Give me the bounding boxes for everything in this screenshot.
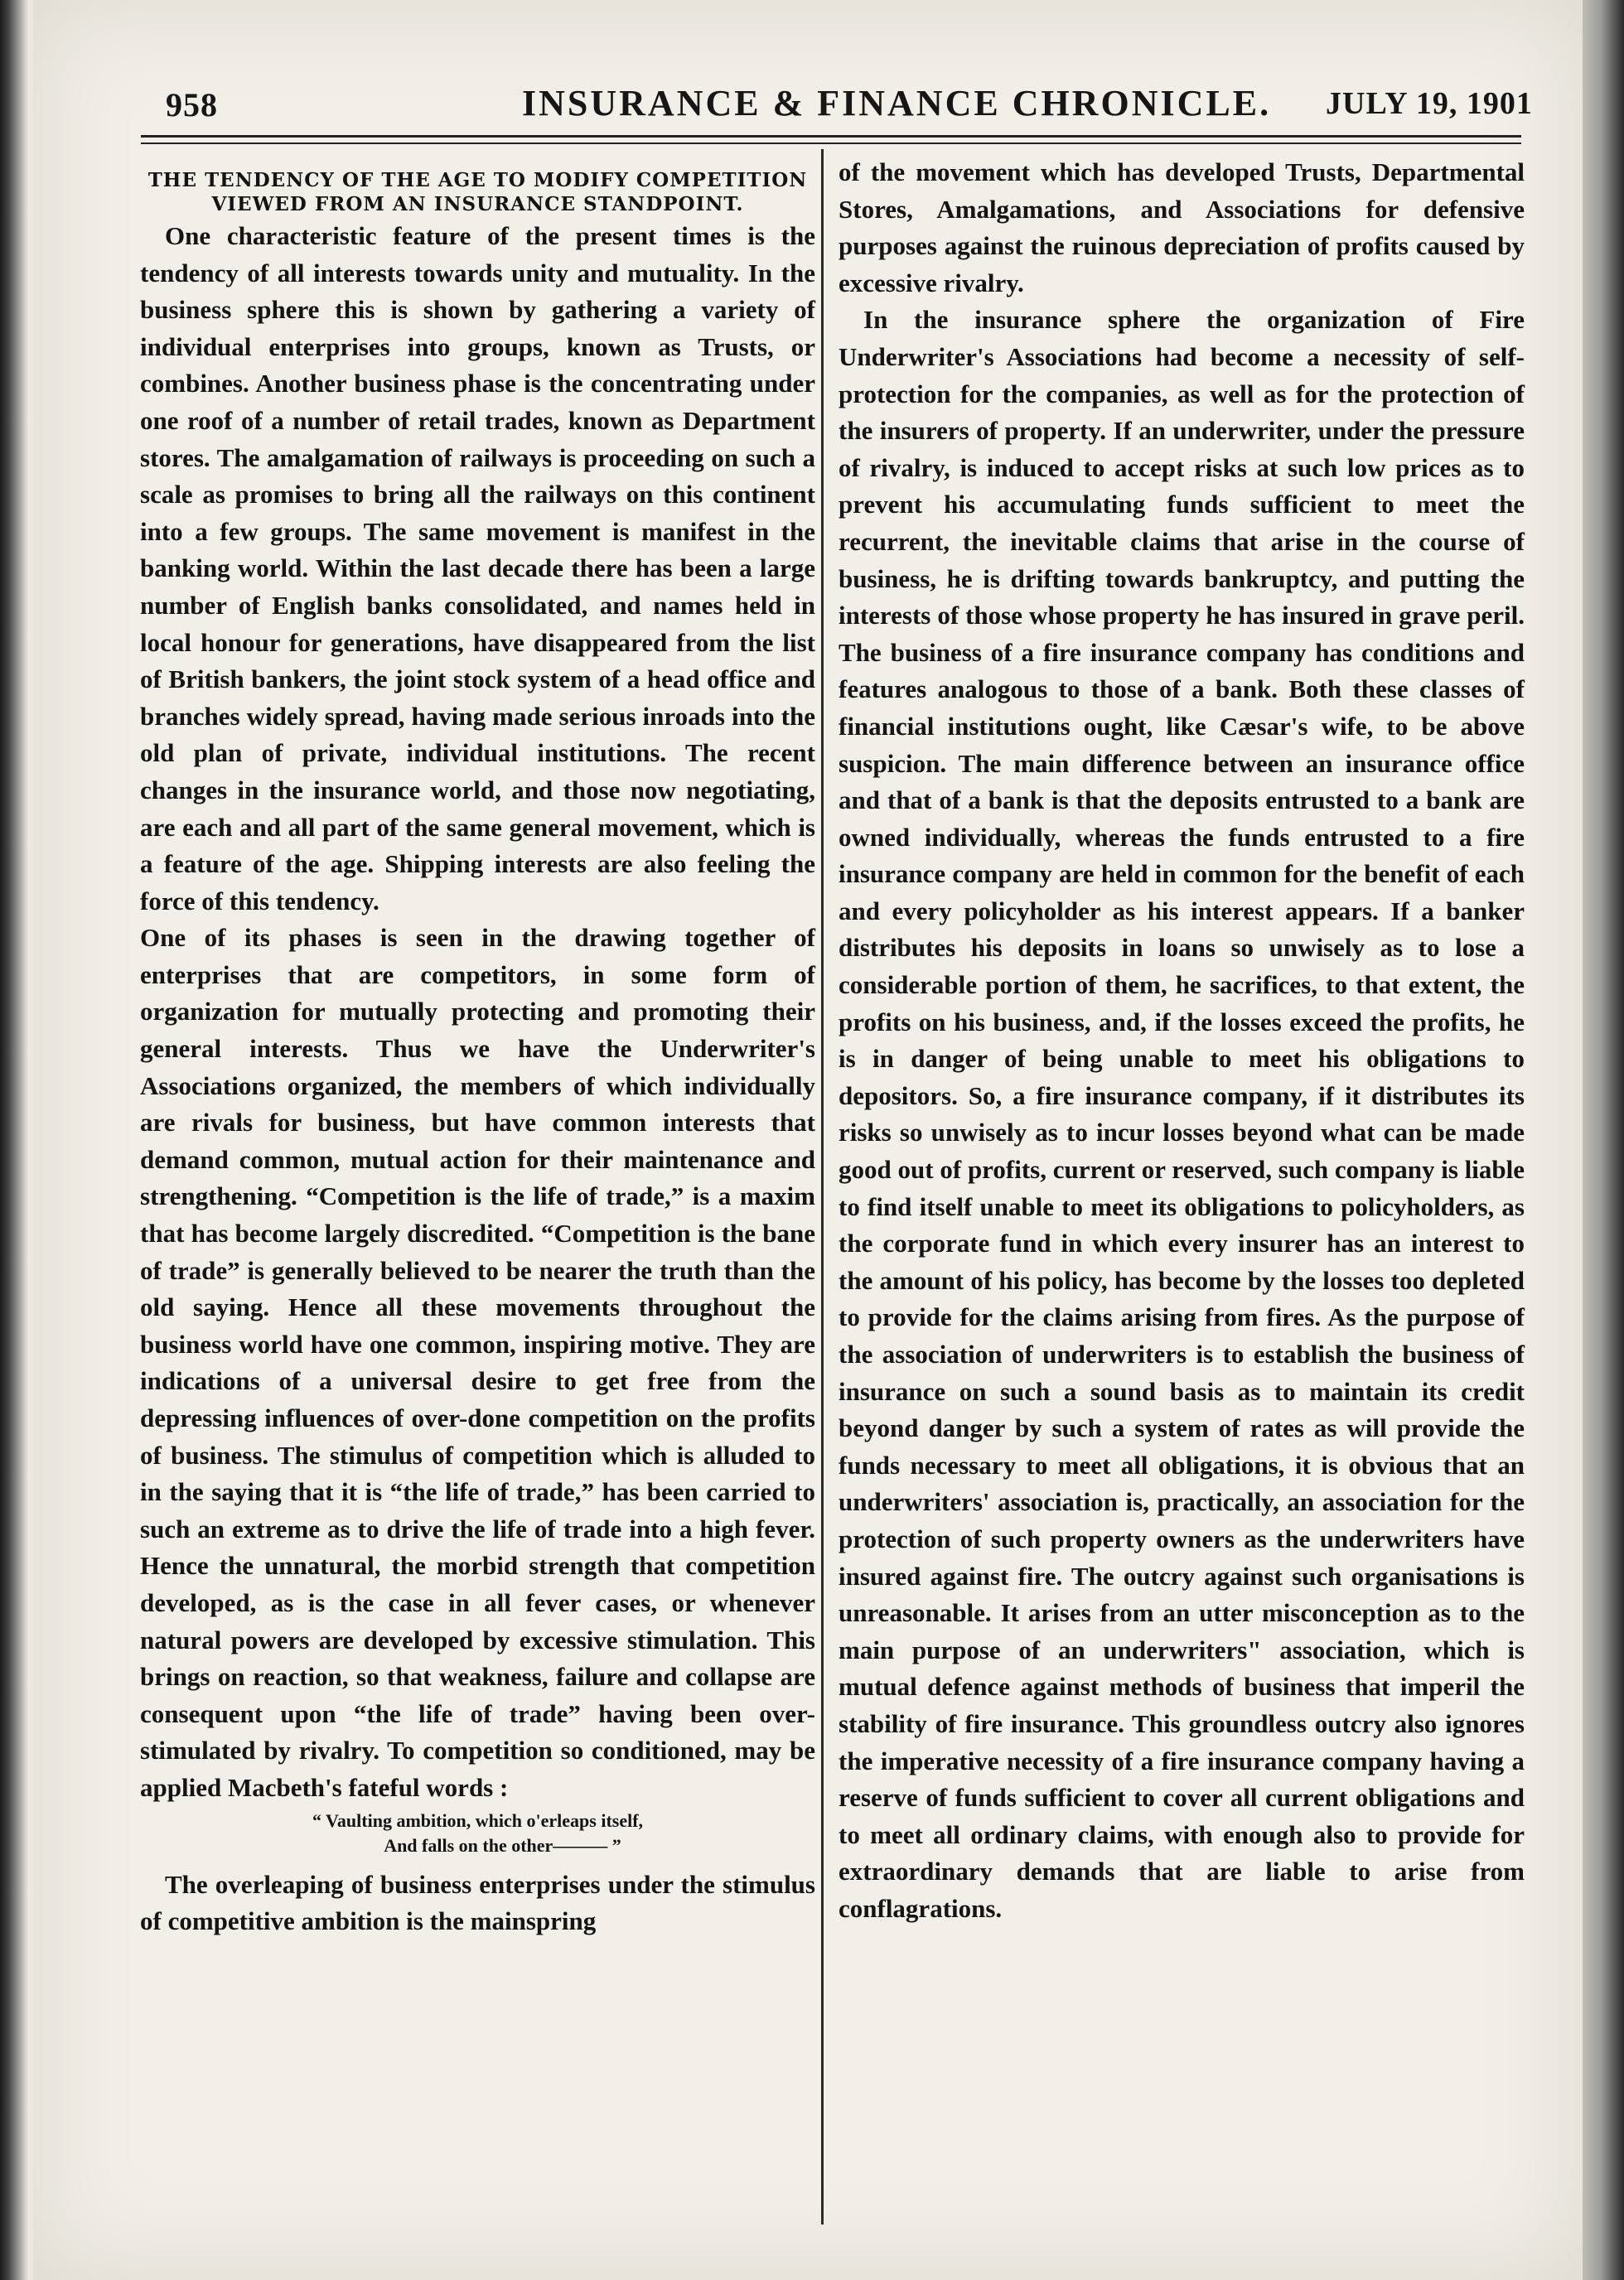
left-column (140, 153, 815, 1940)
article-paragraph: The overleaping of business enterprises under the stimulus of competitive ambition is the mainspring (140, 1869, 815, 1936)
article-paragraph: One of its phases is seen in the drawing together of enterprises that are competitors, in some form of organization for mutually protecting and promoting their general interests. Thus we have the Underwriter's Associations organized, the members of which individually are rivals for business, but have common interests that demand common, mutual action for their maintenance and strengthening. “Competition is the life of trade,” is a maxim that has become largely discredited. “Competition is the bane of trade” is generally believed to be nearer the truth than the old saying. Hence all these movements throughout the business world have one common, inspiring motive. They are indications of a universal desire to get free from the depressing influences of over-done competition on the profits of business. The stimulus of competition which is alluded to in the saying that it is “the life of trade,” has been carried to such an extreme as to drive the life of trade into a high fever. Hence the unnatural, the morbid strength that competition developed, as is the case in all fever cases, or whenever natural powers are developed by excessive stimulation. This brings on reaction, so that weakness, failure and collapse are consequent upon “the life of trade” having been over-stimulated by rivalry. To competition so conditioned, may be applied Macbeth's fateful words : (140, 923, 815, 1802)
newspaper-page (33, 0, 1583, 2280)
right-column (839, 154, 1525, 1928)
page-number: 958 (166, 86, 218, 123)
article-headline: THE TENDENCY OF THE AGE TO MODIFY COMPETITION VIEWED FROM AN INSURANCE STANDPOINT. (147, 169, 808, 215)
publication-title: INSURANCE & FINANCE CHRONICLE. (522, 83, 1272, 123)
article-paragraph: In the insurance sphere the organization of Fire Underwriter's Associations had become a necessity of self-protection for the companies, as well as for the protection of the insurers of property. If an underwriter, under the pressure of rivalry, is induced to accept risks at such low prices as to prevent his accumulating funds sufficient to meet the recurrent, the inevitable claims that arise in the course of business, he is drifting towards bankruptcy, and putting the interests of those whose property he has insured in grave peril. The business of a fire insurance company has conditions and features analogous to those of a bank. Both these classes of financial institutions ought, like Cæsar's wife, to be above suspicion. The main difference between an insurance office and that of a bank is that the deposits entrusted to a bank are owned individually, whereas the funds entrusted to a fire insurance company are held in common for the benefit of each and every policyholder as his interest appears. If a banker distributes his deposits in loans so unwisely as to lose a considerable portion of them, he sacrifices, to that extent, the profits on his business, and, if the losses exceed the profits, he is in danger of being unable to meet his obligations to depositors. So, a fire insurance company, if it distributes its risks so unwisely as to incur losses beyond what can be made good out of profits, current or reserved, such company is liable to find itself unable to meet its obligations to policyholders, as the corporate fund in which every insurer has an interest to the amount of his policy, has become by the losses too depleted to provide for the claims arising from fires. As the purpose of the association of underwriters is to establish the business of insurance on such a sound basis as to maintain its credit beyond danger by such a system of rates as will provide the funds necessary to meet all obligations, it is obvious that an underwriters' association is, practically, an association for the protection of such property owners as the underwriters have insured against fire. The outcry against such organisations is unreasonable. It arises from an utter misconception as to the main purpose of an underwriters" association, which is mutual defence against methods of business that imperil the stability of fire insurance. This groundless outcry also ignores the imperative necessity of a fire insurance company having a reserve of funds sufficient to cover all current obligations and to meet all ordinary claims, with enough also to provide for extraordinary demands that are liable to arise from conflagrations. (839, 305, 1525, 1923)
quote-line: And falls on the other——— ” (384, 1834, 621, 1856)
header-rule-bottom (141, 142, 1521, 144)
article-paragraph: One characteristic feature of the present times is the tendency of all interests towards unity and mutuality. In the business sphere this is shown by gathering a variety of individual enterprises into groups, known as Trusts, or combines. Another business phase is the concentrating under one roof of a number of retail trades, known as Department stores. The amalgamation of railways is proceeding on such a scale as promises to bring all the railways on this continent into a few groups. The same movement is manifest in the banking world. Within the last decade there has been a large number of English banks consolidated, and names held in local honour for generations, have disappeared from the list of British bankers, the joint stock system of a head office and branches widely spread, having made serious inroads into the old plan of private, individual institutions. The recent changes in the insurance world, and those now negotiating, are each and all part of the same general movement, which is a feature of the age. Shipping interests are also feeling the force of this tendency. (140, 221, 815, 915)
macbeth-quote (140, 1809, 815, 1858)
column-divider (821, 149, 824, 2224)
page-header (33, 79, 1583, 128)
quote-line: “ Vaulting ambition, which o'erleaps itself, (312, 1809, 644, 1831)
article-paragraph: of the movement which has developed Trusts, Departmental Stores, Amalgamations, and Associations for defensive purposes against the ruinous depreciation of profits caused by excessive rivalry. (839, 157, 1525, 297)
issue-date: JULY 19, 1901 (1326, 86, 1533, 121)
header-rule-top (141, 135, 1521, 138)
